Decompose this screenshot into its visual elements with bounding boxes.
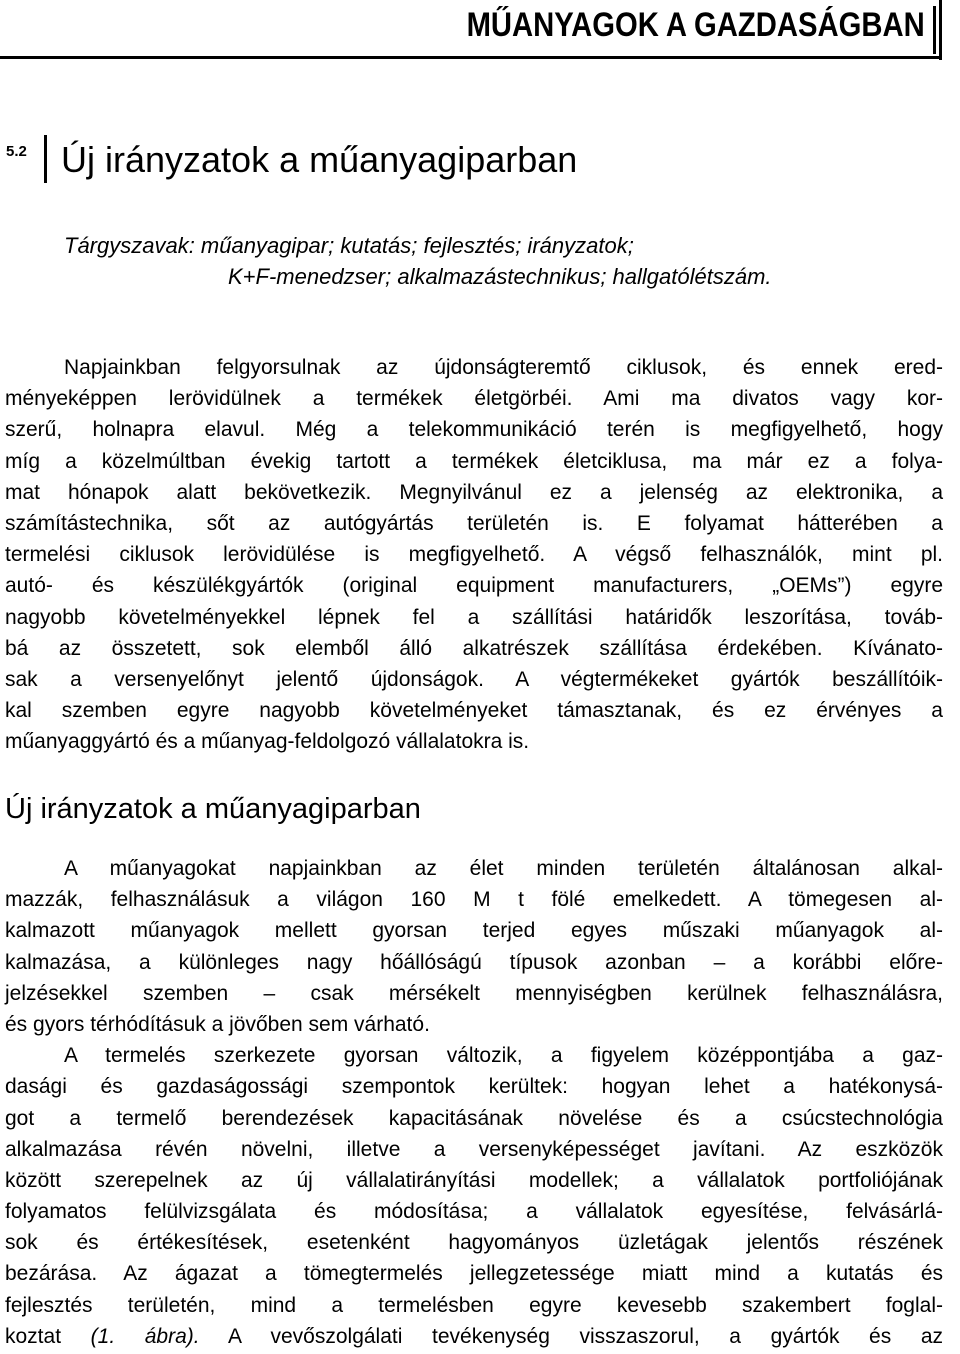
text-line: fejlesztés területén, mind a termelésben egyre kevesebb szakembert foglal- (5, 1293, 943, 1317)
text-line: számítástechnika, sőt az autógyártás területén is. E folyamat hátterében a (5, 511, 943, 535)
section-heading (6, 138, 577, 183)
keywords (64, 230, 772, 292)
header-bar (933, 6, 936, 54)
intro-paragraph (5, 352, 943, 757)
text-line: mat hónapok alatt bekövetkezik. Megnyilvánul ez a jelenség az elektronika, a (5, 480, 943, 504)
text-line: alkalmazása révén növelni, illetve a versenyképességet javítani. Az eszközök (5, 1137, 943, 1161)
text-line: műanyaggyártó és a műanyag-feldolgozó vállalatokra is. (5, 730, 530, 754)
text-fragment: koztat (5, 1324, 91, 1348)
text-line: kalmazott műanyagok mellett gyorsan terjed egyes műszaki műanyagok al- (5, 919, 943, 943)
text-line: autó- és készülékgyártók (original equipment manufacturers, „OEMs”) egyre (5, 574, 943, 598)
text-line: között szerepelnek az új vállalatirányítási modellek; a vállalatok portfoliójának (5, 1168, 943, 1192)
header-rule (0, 56, 942, 59)
section-number: 5.2 (6, 143, 27, 160)
text-fragment: A vevőszolgálati tevékenység visszaszorul, a gyártók és az (199, 1324, 944, 1348)
section-title: Új irányzatok a műanyagiparban (61, 139, 578, 180)
text-line: mazzák, felhasználásuk a világon 160 M t fölé emelkedett. A tömegesen al- (5, 888, 943, 912)
text-line: A termelés szerkezete gyorsan változik, a figyelem középpontjába a gaz- (64, 1044, 943, 1068)
text-line: sak a versenyelőnyt jelentő újdonságok. A végtermékeket gyártók beszállítóik- (5, 667, 943, 691)
running-header (392, 0, 942, 60)
text-line: jelzésekkel szemben – csak mérsékelt mennyiségben kerülnek felhasználásra, (5, 981, 943, 1005)
keywords-line: K+F-menedzser; alkalmazástechnikus; hallgatólétszám. (228, 264, 772, 289)
header-bar (939, 0, 942, 60)
text-line: nagyobb követelményekkel lépnek fel a szállítási határidők leszorítása, továb- (5, 605, 943, 629)
text-line: folyamatos felülvizsgálata és módosítása; a vállalatok egyesítése, felvásárlá- (5, 1200, 943, 1224)
text-line: termelési ciklusok lerövidülése is megfigyelhető. A végső felhasználók, mint pl. (5, 543, 943, 567)
text-line: bezárása. Az ágazat a tömegtermelés jellegzetessége miatt mind a kutatás és (5, 1262, 943, 1286)
text-line: míg a közelmúltban évekig tartott a termékek életciklusa, ma már ez a folya- (5, 449, 943, 473)
text-line: dasági és gazdaságossági szempontok kerültek: hogyan lehet a hatékonysá- (5, 1075, 943, 1099)
figure-reference: (1. ábra). (90, 1324, 200, 1348)
text-line: és gyors térhódításuk a jövőben sem várható. (5, 1012, 430, 1036)
header-title: MŰANYAGOK A GAZDASÁGBAN (466, 6, 925, 44)
body-text (5, 853, 943, 1352)
text-line: bá az összetett, sok elemből álló alkatrészek szállítása érdekében. Kívánato- (5, 636, 943, 660)
text-line: ményeképpen lerövidülnek a termékek életgörbéi. Ami ma divatos vagy kor- (5, 387, 943, 411)
subheading: Új irányzatok a műanyagiparban (5, 793, 421, 825)
text-line: sok és értékesítések, esetenként hagyományos üzletágak jelentős részének (5, 1231, 943, 1255)
keywords-line: Tárgyszavak: műanyagipar; kutatás; fejlesztés; irányzatok; (64, 233, 634, 258)
text-line: kalmazása, a különleges nagy hőállóságú típusok azonban – a korábbi előre- (5, 950, 943, 974)
text-line: got a termelő berendezések kapacitásának növelése és a csúcstechnológia (5, 1106, 943, 1130)
text-line: kal szemben egyre nagyobb követelményeket támasztanak, és ez érvényes a (5, 699, 943, 723)
text-line: szerű, holnapra elavul. Még a telekommunikáció terén is megfigyelhető, hogy (5, 418, 943, 442)
text-line: Napjainkban felgyorsulnak az újdonságteremtő ciklusok, és ennek ered- (64, 356, 943, 379)
text-line (5, 1321, 943, 1352)
section-divider (44, 135, 47, 183)
text-line: A műanyagokat napjainkban az élet minden területén általánosan alkal- (64, 857, 943, 880)
